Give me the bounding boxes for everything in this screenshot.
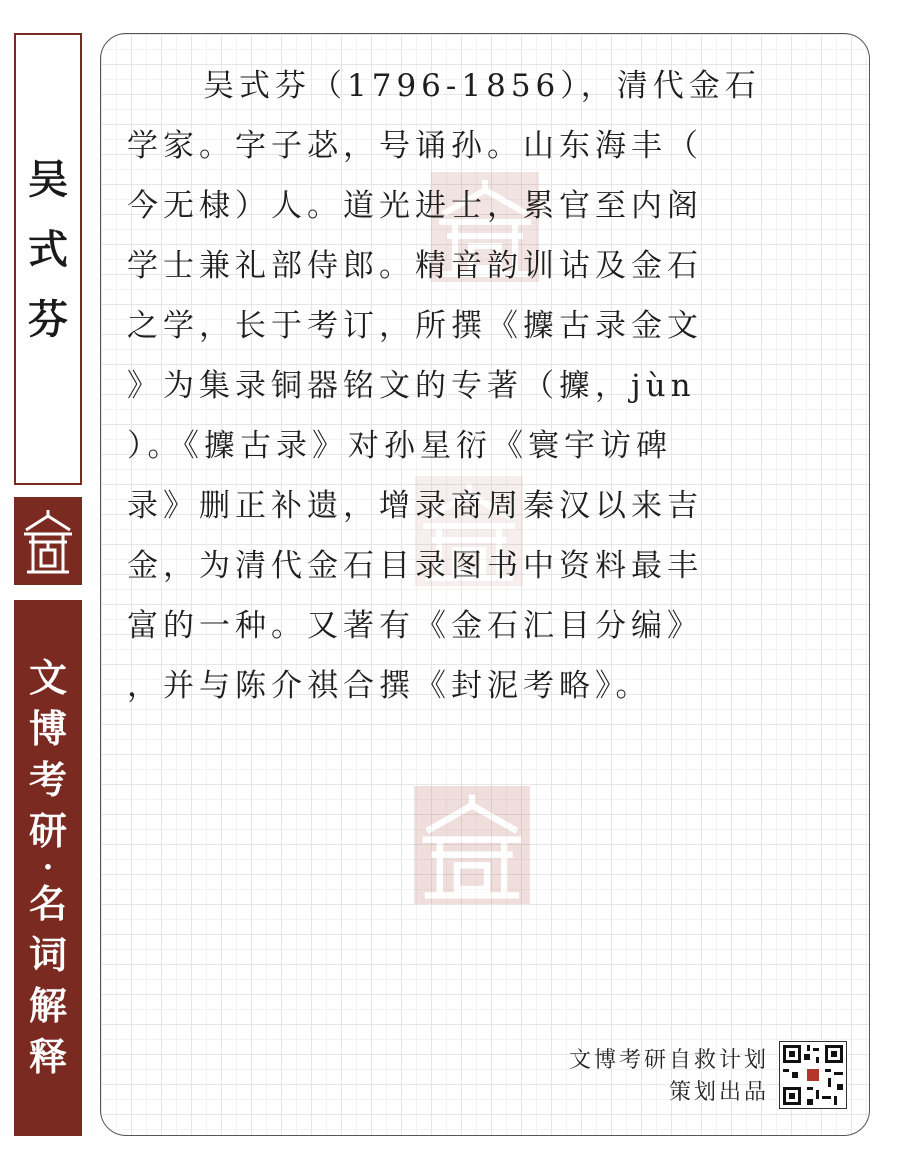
credits bbox=[569, 1045, 769, 1109]
article-line: 吴式芬（1796-1856），清代金石 bbox=[203, 68, 761, 104]
title-char: 式 bbox=[28, 227, 68, 273]
series-char: 文 bbox=[28, 656, 67, 700]
series-char: 博 bbox=[28, 707, 67, 751]
series-char: 词 bbox=[28, 933, 67, 977]
watermark-seal-icon bbox=[413, 786, 531, 904]
title-char: 吴 bbox=[28, 157, 68, 203]
series-label bbox=[14, 600, 82, 1136]
credits-line-2: 策划出品 bbox=[668, 1080, 769, 1105]
series-char: 释 bbox=[28, 1035, 67, 1079]
article-line: ）。《攈古录》对孙星衍《寰宇访碑 bbox=[127, 428, 672, 464]
grid-paper bbox=[100, 33, 870, 1136]
credits-line-1: 文博考研自救计划 bbox=[568, 1048, 769, 1073]
article-line: 富的一种。又著有《金石汇目分编》 bbox=[127, 608, 703, 644]
title-box bbox=[14, 33, 82, 485]
series-char: 考 bbox=[28, 758, 67, 802]
lattice-seal-icon bbox=[21, 506, 75, 576]
qr-code-icon bbox=[779, 1041, 847, 1109]
article-line: 》为集录铜器铭文的专著（攈，jùn bbox=[127, 368, 696, 404]
series-dot: · bbox=[42, 850, 54, 885]
article-line: 今无棣）人。道光进士，累官至内阁 bbox=[127, 188, 703, 224]
article-line: ，并与陈介祺合撰《封泥考略》。 bbox=[127, 668, 652, 704]
article-line: 录》删正补遗，增录商周秦汉以来吉 bbox=[127, 488, 703, 524]
article-body bbox=[127, 56, 852, 716]
article-line: 之学，长于考订，所撰《攈古录金文 bbox=[127, 308, 703, 344]
article-line: 学家。字子苾，号诵孙。山东海丰（ bbox=[127, 128, 703, 164]
series-char: 名 bbox=[28, 882, 67, 926]
article-line: 金，为清代金石目录图书中资料最丰 bbox=[127, 548, 703, 584]
series-char: 研 bbox=[28, 809, 67, 853]
series-char: 解 bbox=[28, 984, 67, 1028]
title-char: 芬 bbox=[28, 297, 68, 343]
article-line: 学士兼礼部侍郎。精音韵训诂及金石 bbox=[127, 248, 703, 284]
seal-logo bbox=[14, 497, 82, 585]
